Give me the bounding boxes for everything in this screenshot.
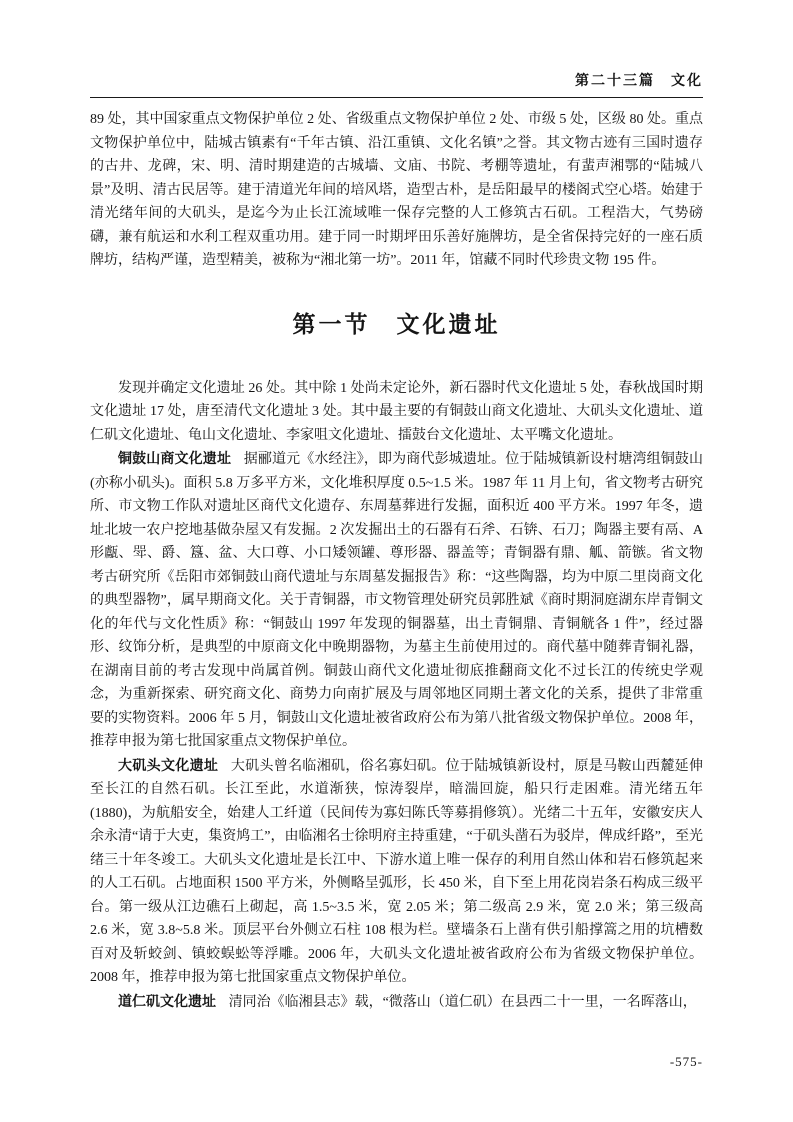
chapter-title: 第二十三篇 文化 xyxy=(575,72,703,88)
entry-text: 清同治《临湘县志》载，“微落山（道仁矶）在县西二十一里，一名晖落山， xyxy=(228,994,697,1010)
continuation-paragraph: 89 处，其中国家重点文物保护单位 2 处、省级重点文物保护单位 2 处、市级 5 处，区级 80 处。重点文物保护单位中，陆城古镇素有“千年古镇、沿江重镇、文化名镇”之誉。其文物古迹有三国时遗存的古井、龙碑，宋、明、清时期建造的古城墙、文庙、书院、考棚等遗址，有蜚声湘鄂的“陆城八景”及明、清古民居等。建于清道光年间的培风塔，造型古朴，是岳阳最早的楼阁式空心塔。始建于清光绪年间的大矶头，是迄今为止长江流域唯一保存完整的人工修筑古石矶。工程浩大，气势磅礴，兼有航运和水利工程双重功用。建于同一时期坪田乐善好施牌坊，是全省保持完好的一座石质牌坊，结构严谨，造型精美，被称为“湘北第一坊”。2011 年，馆藏不同时代珍贵文物 195 件。 xyxy=(90,112,703,268)
entry-text: 据郦道元《水经注》，即为商代彭城遗址。位于陆城镇新设村塘湾组铜鼓山(亦称小矶头)。面积 5.8 万多平方米，文化堆积厚度 0.5~1.5 米。1987 年 11 月上旬，省文物考古研究所、市文物工作队对遗址区商代文化遗存、东周墓葬进行发掘，面积近 400 平方米。1997 年冬，遗址北坡一农户挖地基做杂屋又有发掘。2 次发掘出土的石器有石斧、石锛、石刀；陶器主要有鬲、A 形甗、斝、爵、簋、盆、大口尊、小口矮领罐、尊形器、器盖等；青铜器有鼎、觚、箭镞。省文物考古研究所《岳阳市郊铜鼓山商代遗址与东周墓发掘报告》称：“这些陶器，均为中原二里岗商文化的典型器物”，属早期商文化。关于青铜器，市文物管理处研究员郭胜斌《商时期洞庭湖东岸青铜文化的年代与文化性质》称：“铜鼓山 1997 年发现的铜器墓，出土青铜鼎、青铜觥各 1 件”，经过器形、纹饰分析，是典型的中原商文化中晚期器物，为墓主生前使用过的。商代墓中随葬青铜礼器，在湖南目前的考古发现中尚属首例。铜鼓山商代文化遗址彻底推翻商文化不过长江的传统史学观念，为重新探索、研究商文化、商势力向南扩展及与周邻地区同期土著文化的关系，提供了非常重要的实物资料。2006 年 5 月，铜鼓山文化遗址被省政府公布为第八批省级文物保护单位。2008 年，推荐申报为第七批国家重点文物保护单位。 xyxy=(90,452,704,749)
entry-paragraph-tonggushan xyxy=(90,447,703,754)
section-title: 第一节 文化遗址 xyxy=(292,310,501,337)
entry-title: 大矶头文化遗址 xyxy=(118,756,219,773)
body-content xyxy=(90,108,703,1014)
overview-paragraph: 发现并确定文化遗址 26 处。其中除 1 处尚未定论外，新石器时代文化遗址 5 处，春秋战国时期文化遗址 17 处，唐至清代文化遗址 3 处。其中最主要的有铜鼓山商文化遗址、大矶头文化遗址、道仁矶文化遗址、龟山文化遗址、李家咀文化遗址、擂鼓台文化遗址、太平嘴文化遗址。 xyxy=(90,380,703,443)
page-number: -575- xyxy=(669,1054,703,1069)
entry-text: 大矶头曾名临湘矶，俗名寡妇矶。位于陆城镇新设村，原是马鞍山西麓延伸至长江的自然石矶。长江至此，水道渐狭，惊涛裂岸，暗湍回旋，船只行走困难。清光绪五年 (1880)，为航船安全，始建人工纤道（民间传为寡妇陈氏等募捐修筑）。光绪二十五年，安徽安庆人余永清“请于大吏，集资鸠工”，由临湘名士徐明府主持重建，“于矶头凿石为驳岸，俾成纤路”，至光绪三十年冬竣工。大矶头文化遗址是长江中、下游水道上唯一保存的利用自然山体和岩石修筑起来的人工石矶。占地面积 1500 平方米，外侧略呈弧形，长 450 米，自下至上用花岗岩条石构成三级平台。第一级从江边礁石上砌起，高 1.5~3.5 米，宽 2.05 米；第二级高 2.9 米，宽 2.0 米；第三级高 2.6 米，宽 3.8~5.8 米。顶层平台外侧立石柱 108 根为栏。壁墙条石上凿有供引船撑篙之用的坑槽数百对及斩蛟剑、镇蛟蜈蚣等浮雕。2006 年，大矶头文化遗址被省政府公布为省级文物保护单位。2008 年，推荐申报为第七批国家重点文物保护单位。 xyxy=(90,758,704,985)
entry-title: 铜鼓山商文化遗址 xyxy=(118,450,232,466)
entry-paragraph-dajitou xyxy=(90,754,703,990)
page-header xyxy=(90,70,703,98)
entry-title: 道仁矶文化遗址 xyxy=(118,992,216,1009)
entry-paragraph-daorenji xyxy=(90,990,703,1015)
